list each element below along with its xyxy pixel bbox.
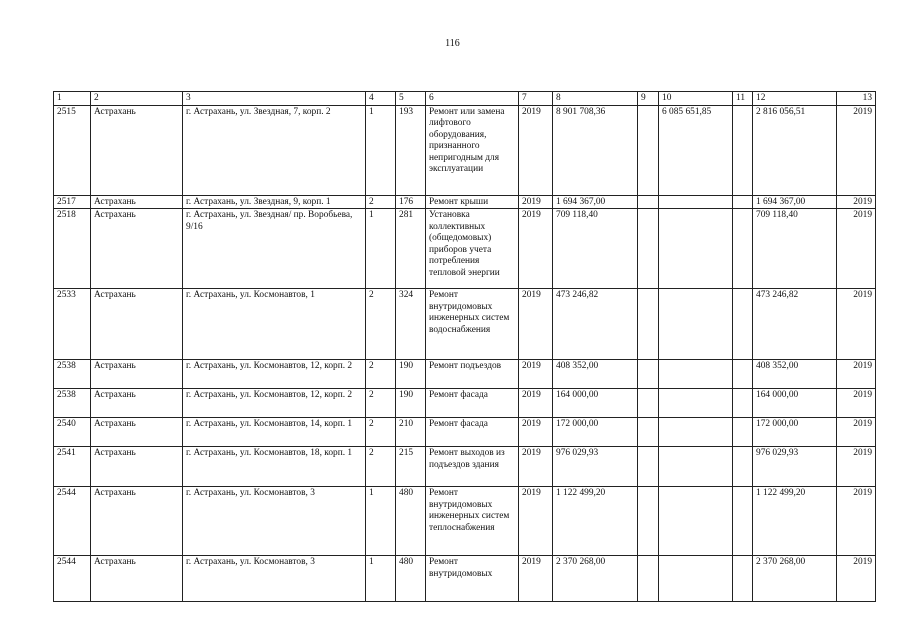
table-cell: 976 029,93 [553,447,638,487]
table-cell: 1 694 367,00 [753,195,837,209]
table-cell: 2 370 268,00 [553,556,638,602]
table-cell: Установка коллективных (общедомовых) приборов учета потребления тепловой энергии [426,209,519,289]
table-cell [659,487,733,556]
table-cell: 2019 [837,556,876,602]
column-number-cell: 9 [638,92,659,106]
table-cell: 2541 [54,447,91,487]
table-row [54,418,876,447]
table-cell [733,195,753,209]
table-cell: 408 352,00 [553,360,638,389]
table-cell: г. Астрахань, ул. Космонавтов, 12, корп. 2 [183,360,366,389]
table-cell: Астрахань [91,289,183,360]
table-cell: 2019 [837,195,876,209]
table-cell: 215 [396,447,426,487]
column-number-cell: 2 [91,92,183,106]
table-cell: Ремонт фасада [426,418,519,447]
table-cell [638,418,659,447]
table-row [54,289,876,360]
table-row [54,105,876,195]
table-cell [733,105,753,195]
table-cell: 2019 [519,195,553,209]
table-cell [733,487,753,556]
table-cell: 2538 [54,360,91,389]
table-cell: Астрахань [91,195,183,209]
table-cell: Астрахань [91,360,183,389]
table-cell: 1 122 499,20 [753,487,837,556]
table-cell: Ремонт фасада [426,389,519,418]
table-cell: Астрахань [91,447,183,487]
table-cell: 2538 [54,389,91,418]
column-number-cell: 7 [519,92,553,106]
table-cell: Астрахань [91,389,183,418]
table-cell [638,447,659,487]
table-cell: 2544 [54,556,91,602]
column-number-cell: 12 [753,92,837,106]
table-cell: г. Астрахань, ул. Звездная, 7, корп. 2 [183,105,366,195]
table-cell: 172 000,00 [753,418,837,447]
column-number-cell: 10 [659,92,733,106]
table-cell: 2 370 268,00 [753,556,837,602]
table-cell [659,418,733,447]
table-row [54,389,876,418]
table-cell: г. Астрахань, ул. Космонавтов, 18, корп. 1 [183,447,366,487]
table-cell: 176 [396,195,426,209]
table-cell [638,289,659,360]
table-header-row [54,92,876,106]
table-cell: 324 [396,289,426,360]
table-cell: г. Астрахань, ул. Космонавтов, 12, корп. 2 [183,389,366,418]
table-row [54,360,876,389]
table-row [54,447,876,487]
table-cell: 2 [366,289,396,360]
table-cell: 2019 [519,487,553,556]
table-cell [638,209,659,289]
table-cell: Астрахань [91,418,183,447]
table-cell [733,360,753,389]
table-cell: 2019 [837,209,876,289]
table-cell: 709 118,40 [753,209,837,289]
table-cell: 193 [396,105,426,195]
table-cell: 2019 [837,289,876,360]
table-cell: Астрахань [91,105,183,195]
table-cell [659,209,733,289]
table-cell: 2019 [519,447,553,487]
column-number-cell: 5 [396,92,426,106]
table-cell [638,105,659,195]
table-row [54,487,876,556]
table-cell [733,289,753,360]
table-cell: 210 [396,418,426,447]
column-number-cell: 11 [733,92,753,106]
table-cell: 281 [396,209,426,289]
table-cell: 2019 [837,418,876,447]
column-number-cell: 4 [366,92,396,106]
table-row [54,556,876,602]
table-cell: Ремонт подъездов [426,360,519,389]
table-body [54,92,876,602]
table-cell [659,360,733,389]
table-cell [733,447,753,487]
table-cell: 480 [396,487,426,556]
table-cell: 190 [396,389,426,418]
table-cell: 2533 [54,289,91,360]
table-cell: г. Астрахань, ул. Звездная, 9, корп. 1 [183,195,366,209]
table-cell: 190 [396,360,426,389]
table-cell: 164 000,00 [753,389,837,418]
column-number-cell: 8 [553,92,638,106]
table-cell: 473 246,82 [753,289,837,360]
table-cell: Ремонт выходов из подъездов здания [426,447,519,487]
table-cell: Ремонт внутридомовых [426,556,519,602]
table-cell: Ремонт внутридомовых инженерных систем теплоснабжения [426,487,519,556]
table-cell [659,389,733,418]
table-cell: 2540 [54,418,91,447]
table-row [54,195,876,209]
table-cell: г. Астрахань, ул. Космонавтов, 3 [183,556,366,602]
table-cell: 1 694 367,00 [553,195,638,209]
table-cell: г. Астрахань, ул. Космонавтов, 14, корп. 1 [183,418,366,447]
table-cell [638,556,659,602]
page-number: 116 [445,38,460,49]
table-cell [659,447,733,487]
table-cell: Ремонт крыши [426,195,519,209]
table-cell: 2 [366,360,396,389]
column-number-cell: 13 [837,92,876,106]
table-cell: 2019 [519,105,553,195]
table-cell: Ремонт внутридомовых инженерных систем водоснабжения [426,289,519,360]
table-cell: 1 [366,105,396,195]
table-cell: 164 000,00 [553,389,638,418]
table-cell: Астрахань [91,209,183,289]
table-cell [733,209,753,289]
table-cell: 1 122 499,20 [553,487,638,556]
table-cell: Астрахань [91,556,183,602]
table-cell: 473 246,82 [553,289,638,360]
table-cell: 2019 [837,447,876,487]
capital-repair-table [53,91,876,602]
table-cell [659,556,733,602]
table-cell: 2517 [54,195,91,209]
table-cell: 2019 [519,209,553,289]
table-cell: 2019 [837,389,876,418]
table-cell: г. Астрахань, ул. Космонавтов, 1 [183,289,366,360]
table-cell [638,487,659,556]
table-cell: г. Астрахань, ул. Космонавтов, 3 [183,487,366,556]
table-cell: 2019 [837,105,876,195]
table-cell [659,195,733,209]
table-cell: 1 [366,556,396,602]
table-cell: Астрахань [91,487,183,556]
table-cell: 2019 [519,418,553,447]
table-cell [733,556,753,602]
table-cell: 6 085 651,85 [659,105,733,195]
table-cell: 2019 [519,389,553,418]
table-cell: 2019 [837,360,876,389]
table-cell: 2515 [54,105,91,195]
table-cell [659,289,733,360]
table-cell: 2 [366,418,396,447]
table-cell: 2 [366,447,396,487]
table-cell: 2 [366,195,396,209]
table-cell: 8 901 708,36 [553,105,638,195]
table-cell: 976 029,93 [753,447,837,487]
table-cell: 2518 [54,209,91,289]
table-cell: 2019 [519,289,553,360]
column-number-cell: 3 [183,92,366,106]
column-number-cell: 1 [54,92,91,106]
table-cell: 480 [396,556,426,602]
table-cell: 408 352,00 [753,360,837,389]
table-cell: 1 [366,487,396,556]
table-cell: 2019 [519,360,553,389]
table-cell: 2 [366,389,396,418]
table-cell: 2019 [837,487,876,556]
table-cell: г. Астрахань, ул. Звездная/ пр. Воробьева, 9/16 [183,209,366,289]
table-cell [733,418,753,447]
table-cell: 172 000,00 [553,418,638,447]
table-cell [638,360,659,389]
table-cell: 2 816 056,51 [753,105,837,195]
table-cell: 1 [366,209,396,289]
table-cell [638,195,659,209]
table-row [54,209,876,289]
table-cell: Ремонт или замена лифтового оборудования, признанного непригодным для эксплуатации [426,105,519,195]
table-cell [733,389,753,418]
table-cell: 2019 [519,556,553,602]
table-cell: 709 118,40 [553,209,638,289]
table-cell: 2544 [54,487,91,556]
column-number-cell: 6 [426,92,519,106]
table-cell [638,389,659,418]
